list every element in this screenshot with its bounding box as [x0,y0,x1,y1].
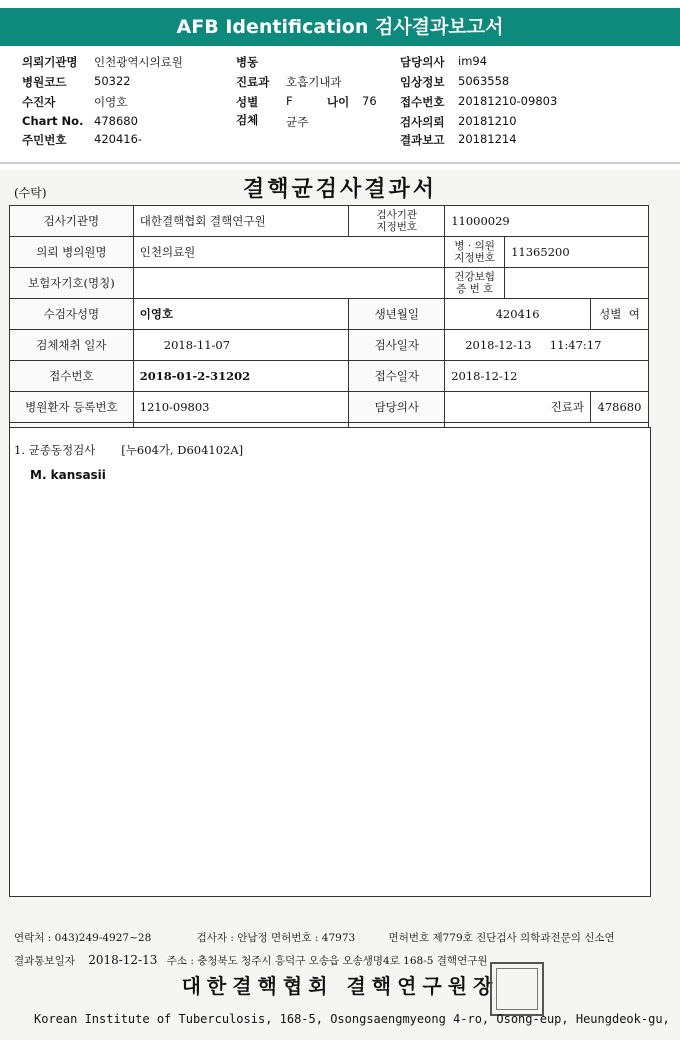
table-label: 담당의사 [349,392,445,423]
document-title: 결핵균검사결과서 [242,176,438,202]
info-label: 검체 [236,113,259,127]
info-value: 478680 [94,114,138,128]
table-value [590,299,648,330]
table-label: 검사기관명 [10,206,134,237]
table-value: 2018-12-12 [445,361,649,392]
organism-result: M. kansasii [30,468,106,482]
table-label: 진료과 [445,392,591,423]
report-date-label: 결과통보일자 [14,955,75,967]
result-section [9,427,651,897]
test-code: [누604가, D604102A] [121,443,244,457]
table-value: 2018-12-13 11:47:17 [445,330,649,361]
table-value: 11000029 [445,206,649,237]
patient-name: 이영호 [133,299,349,330]
address-en: Korean Institute of Tuberculosis, 168-5, Osongsaengmyeong 4-ro, Osong-eup, Heungdeok-gu, [34,1012,670,1026]
footer-line-2 [14,953,488,968]
table-row [10,392,649,423]
test-item: 1. 균종동정검사 [누604가, D604102A] [14,443,244,457]
table-label: 검사기관 지정번호 [349,206,445,237]
table-value [133,268,444,299]
info-label: Chart No. [22,114,84,128]
info-label: 병원코드 [22,75,67,89]
table-value: 1210-09803 [133,392,349,423]
info-value: 이영호 [94,95,128,109]
table-row [10,361,649,392]
table-label: 검체채취 일자 [10,330,134,361]
organization-name: 대한결핵협회 결핵연구원장 [181,974,499,998]
info-value: 인천광역시의료원 [94,55,183,69]
table-row [10,299,649,330]
age-label: 나이 [327,95,350,109]
table-label: 수검자성명 [10,299,134,330]
table-value: 478680 [590,392,648,423]
info-label: 검사의뢰 [400,115,445,129]
table-label: 검사일자 [349,330,445,361]
info-value: 420416- [94,132,143,146]
table-label: 접수일자 [349,361,445,392]
info-label: 진료과 [236,75,270,89]
info-value: 20181210 [458,114,517,128]
result-table [9,205,649,454]
table-label: 병원환자 등록번호 [10,392,134,423]
table-row [10,330,649,361]
table-label: 의뢰 병의원명 [10,237,134,268]
table-label: 건강보험 증 번 호 [445,268,505,299]
table-value [505,268,649,299]
info-label: 성별 [236,95,259,109]
consignment-label: (수탁) [14,186,47,200]
age-value: 76 [362,94,377,108]
sex-value: 여 [628,307,640,321]
table-value: 인천의료원 [133,237,444,268]
info-label: 결과보고 [400,133,445,147]
report-title: AFB Identification 검사결과보고서 [0,8,680,46]
info-label: 접수번호 [400,95,445,109]
table-row [10,237,649,268]
info-label: 임상정보 [400,75,445,89]
official-seal [490,962,544,1016]
table-value: 11365200 [505,237,649,268]
table-label: 생년월일 [349,299,445,330]
report-date: 2018-12-13 [88,953,158,967]
table-label: 접수번호 [10,361,134,392]
license: 면허번호 제779호 진단검사 의학과전문의 신소연 [388,932,615,944]
info-value: F [286,94,293,108]
info-value: 5063558 [458,74,510,88]
info-label: 수진자 [22,95,56,109]
info-label: 담당의사 [400,55,445,69]
table-row [10,206,649,237]
address-kr: 주소 : 충청북도 청주시 흥덕구 오송읍 오송생명4로 168-5 결핵연구원 [166,955,488,967]
table-value: 2018-11-07 [133,330,349,361]
info-value: 20181214 [458,132,517,146]
info-label: 병동 [236,55,259,69]
table-label: 보험자기호(명칭) [10,268,134,299]
info-value: 20181210-09803 [458,94,558,108]
info-value: 호흡기내과 [286,75,342,89]
divider [0,162,680,164]
table-value: 2018-01-2-31202 [133,361,349,392]
info-label: 주민번호 [22,133,67,147]
footer-line-1 [14,930,615,945]
info-value: 균주 [286,115,309,129]
table-value: 420416 [445,299,591,330]
table-label: 병 · 의원 지정번호 [445,237,505,268]
contact: 연락처 : 043)249-4927~28 [14,932,152,944]
table-label: 성별 [599,307,622,321]
table-value: 대한결핵협회 결핵연구원 [133,206,349,237]
examiner: 검사자 : 안남정 면허번호 : 47973 [196,932,356,944]
table-row [10,268,649,299]
info-label: 의뢰기관명 [22,55,78,69]
patient-info-panel [22,54,662,158]
info-value: 50322 [94,74,131,88]
info-value: im94 [458,54,488,68]
